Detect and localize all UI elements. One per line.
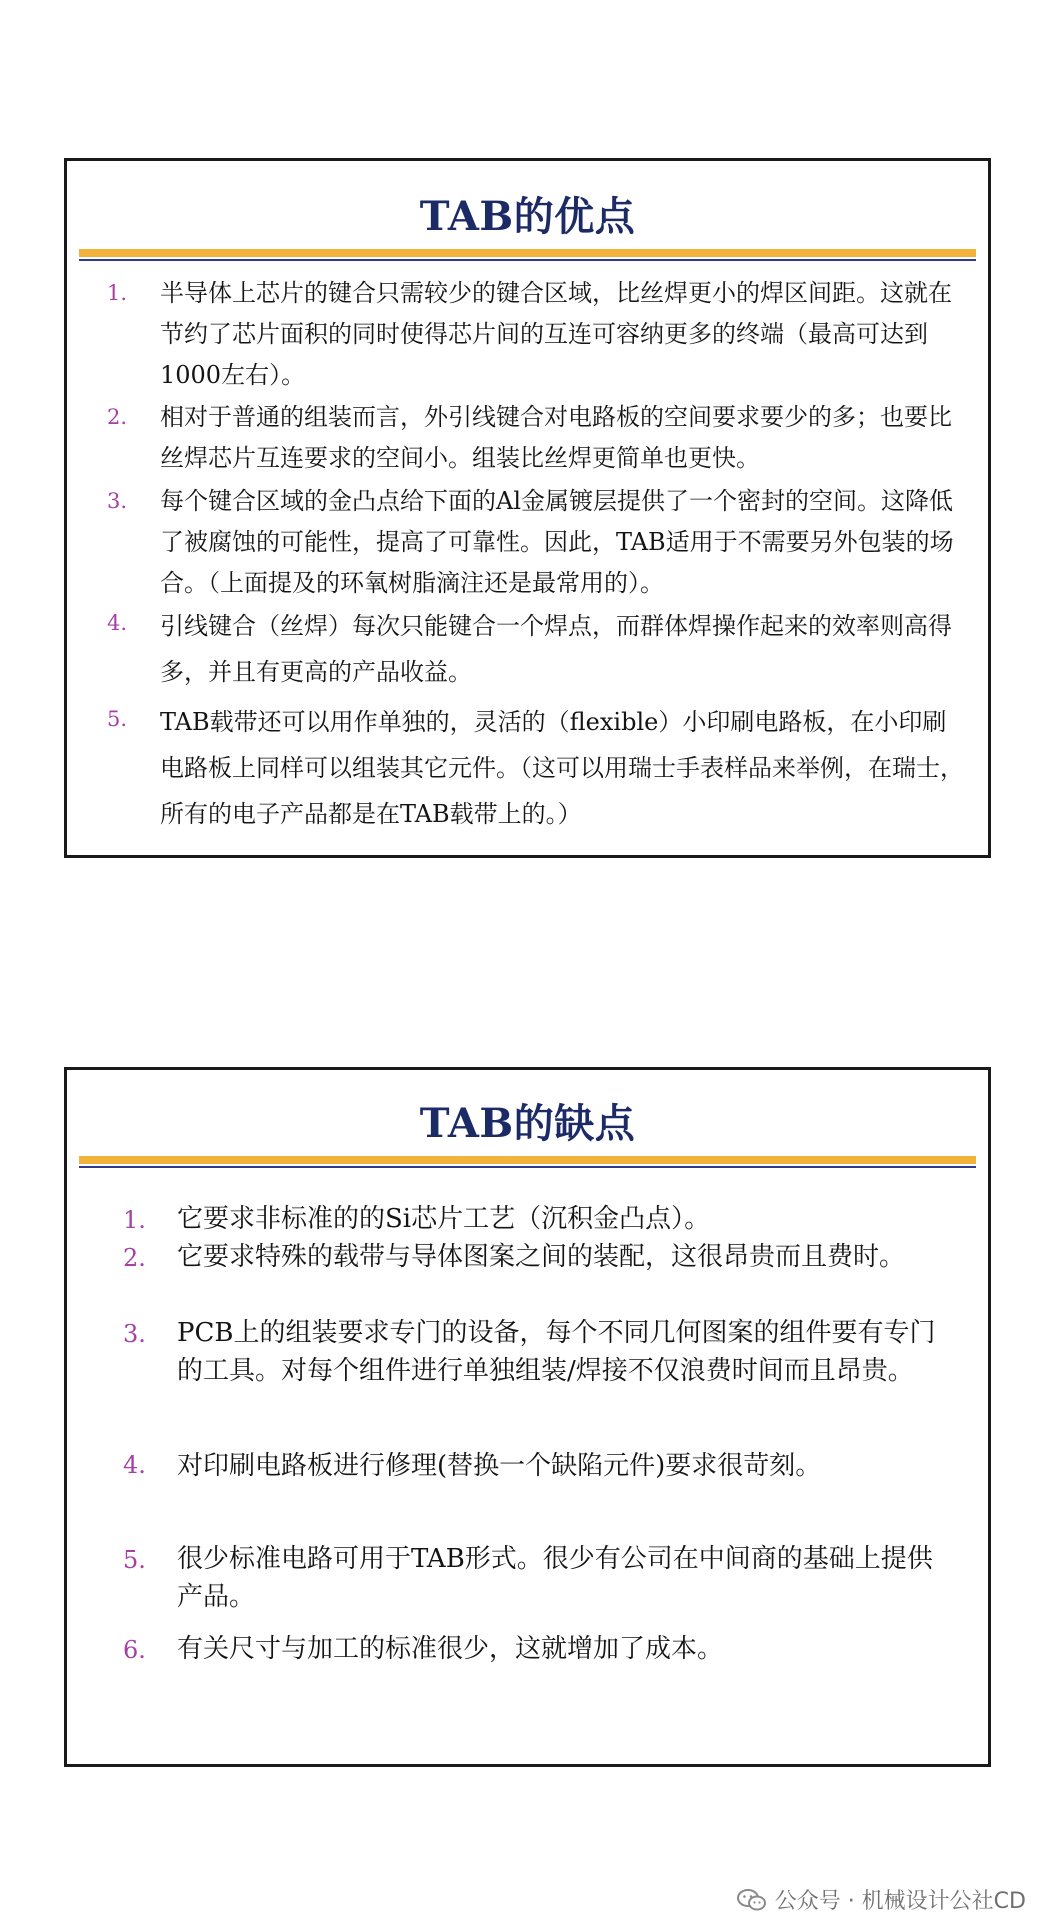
item-number: 5. <box>123 1546 146 1574</box>
item-text: 有关尺寸与加工的标准很少，这就增加了成本。 <box>177 1634 724 1664</box>
item-number: 4. <box>123 1451 146 1479</box>
wechat-icon <box>737 1888 767 1912</box>
item-number: 3. <box>123 1320 146 1348</box>
item-text: PCB上的组装要求专门的设备，每个不同几何图案的组件要有专门的工具。对每个组件进行单独组装/焊接不仅浪费时间而且昂贵。 <box>177 1318 936 1386</box>
slide-title: TAB的优点 <box>419 193 636 240</box>
item-text: 每个键合区域的金凸点给下面的Al金属镀层提供了一个密封的空间。这降低了被腐蚀的可能性，提高了可靠性。因此，TAB适用于不需要另外包装的场合。（上面提及的环氧树脂滴注还是最常用的）。 <box>160 487 954 597</box>
item-text: 很少标准电路可用于TAB形式。很少有公司在中间商的基础上提供产品。 <box>177 1544 933 1612</box>
item-text: 引线键合（丝焊）每次只能键合一个焊点，而群体焊操作起来的效率则高得多，并且有更高的产品收益。 <box>160 612 952 686</box>
title-divider <box>79 1156 976 1170</box>
item-text: 它要求特殊的载带与导体图案之间的装配，这很昂贵而且费时。 <box>177 1242 906 1272</box>
item-text: TAB载带还可以用作单独的，灵活的（flexible）小印刷电路板，在小印刷电路板上同样可以组装其它元件。（这可以用瑞士手表样品来举例，在瑞士，所有的电子产品都是在TAB载带上的。） <box>160 708 964 828</box>
item-text: 对印刷电路板进行修理(替换一个缺陷元件)要求很苛刻。 <box>177 1451 822 1481</box>
item-text: 它要求非标准的的Si芯片工艺（沉积金凸点）。 <box>177 1204 711 1234</box>
title-divider <box>79 249 976 263</box>
item-number: 6. <box>123 1636 146 1664</box>
slide-advantages <box>64 158 991 858</box>
item-number: 2. <box>107 405 128 429</box>
item-number: 4. <box>107 611 128 635</box>
item-number: 5. <box>107 707 128 731</box>
item-number: 1. <box>123 1206 146 1234</box>
item-text: 相对于普通的组装而言，外引线键合对电路板的空间要求要少的多；也要比丝焊芯片互连要求的空间小。组装比丝焊更简单也更快。 <box>160 403 952 472</box>
item-number: 2. <box>123 1244 146 1272</box>
item-number: 1. <box>107 281 128 305</box>
watermark-text: 公众号 · 机械设计公社CD <box>774 1889 1026 1914</box>
item-text: 半导体上芯片的键合只需较少的键合区域，比丝焊更小的焊区间距。这就在节约了芯片面积的同时使得芯片间的互连可容纳更多的终端（最高可达到1000左右）。 <box>160 279 952 389</box>
item-number: 3. <box>107 489 128 513</box>
watermark <box>737 1884 1026 1915</box>
slide-title: TAB的缺点 <box>419 1100 636 1147</box>
slide-disadvantages <box>64 1067 991 1767</box>
